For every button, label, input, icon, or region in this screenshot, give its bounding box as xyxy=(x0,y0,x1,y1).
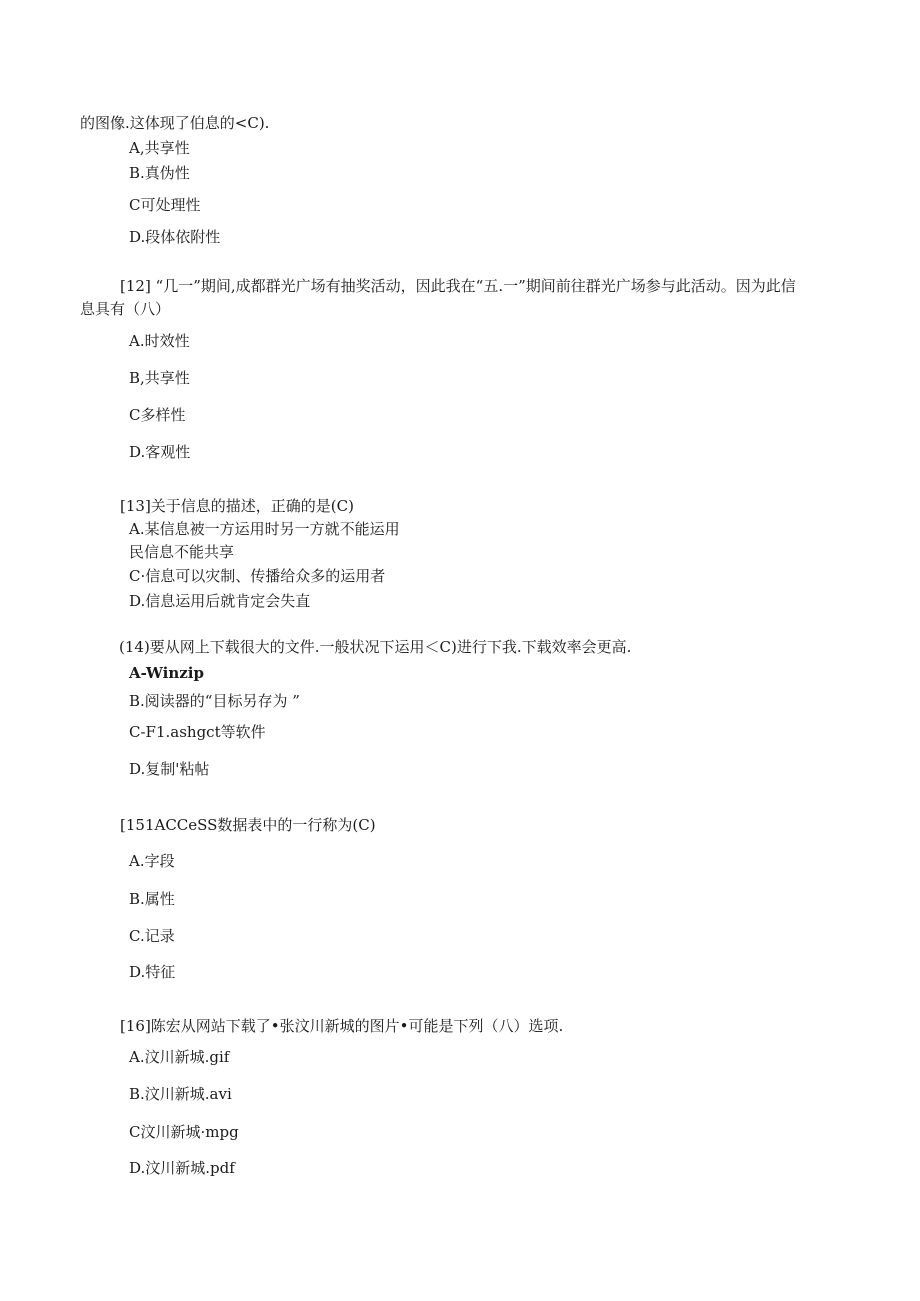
option-b: B.汶川新城.avi xyxy=(129,1085,232,1103)
option-a: A.汶川新城.gif xyxy=(129,1048,230,1066)
option-c: C多样性 xyxy=(129,406,186,424)
option-d: D.汶川新城.pdf xyxy=(129,1159,235,1177)
question-stem: 的图像.这体现了伯息的<C). xyxy=(80,114,270,132)
option-b: B.阅读器的“目标另存为 ” xyxy=(129,692,300,710)
question-stem: (14)要从网上下载很大的文件.一般状况下运用＜C)进行下我.下载效率会更高. xyxy=(119,638,632,656)
option-d: D.段体依附性 xyxy=(129,228,221,246)
option-a: A.某信息被一方运用时另一方就不能运用 xyxy=(129,520,400,538)
question-stem-continued: 息具有（八） xyxy=(80,300,171,318)
option-a: A-Winzip xyxy=(129,664,204,682)
option-d: D.信息运用后就肯定会失直 xyxy=(129,592,311,610)
option-c: C.记录 xyxy=(129,927,175,945)
question-stem: [16]陈宏从网站下载了•张汶川新城的图片•可能是下列（八）选项. xyxy=(120,1017,564,1035)
option-b: B,共享性 xyxy=(129,369,190,387)
option-c: C-F1.ashgct等软件 xyxy=(129,723,266,741)
option-a: A.字段 xyxy=(129,852,175,870)
option-b: 民信息不能共享 xyxy=(129,543,235,561)
option-c: C·信息可以灾制、传播给众多的运用者 xyxy=(129,567,386,585)
question-stem: [151ACCeSS数据表中的一行称为(C) xyxy=(120,816,376,834)
option-b: B.真伪性 xyxy=(129,164,190,182)
question-stem: [12] “几一”期间,成都群光广场有抽奖活动，因此我在“五.一”期间前往群光广场参与此活动。因为此信 xyxy=(120,277,796,295)
option-d: D.特征 xyxy=(129,963,176,981)
option-a: A,共享性 xyxy=(129,139,190,157)
option-d: D.复制'粘帖 xyxy=(129,760,210,778)
question-stem: [13]关于信息的描述，正确的是(C) xyxy=(120,497,354,515)
option-a: A.时效性 xyxy=(129,332,190,350)
option-c: C汶川新城·mpg xyxy=(129,1123,239,1141)
option-b: B.属性 xyxy=(129,890,175,908)
option-d: D.客观性 xyxy=(129,443,191,461)
option-c: C可处理性 xyxy=(129,196,201,214)
